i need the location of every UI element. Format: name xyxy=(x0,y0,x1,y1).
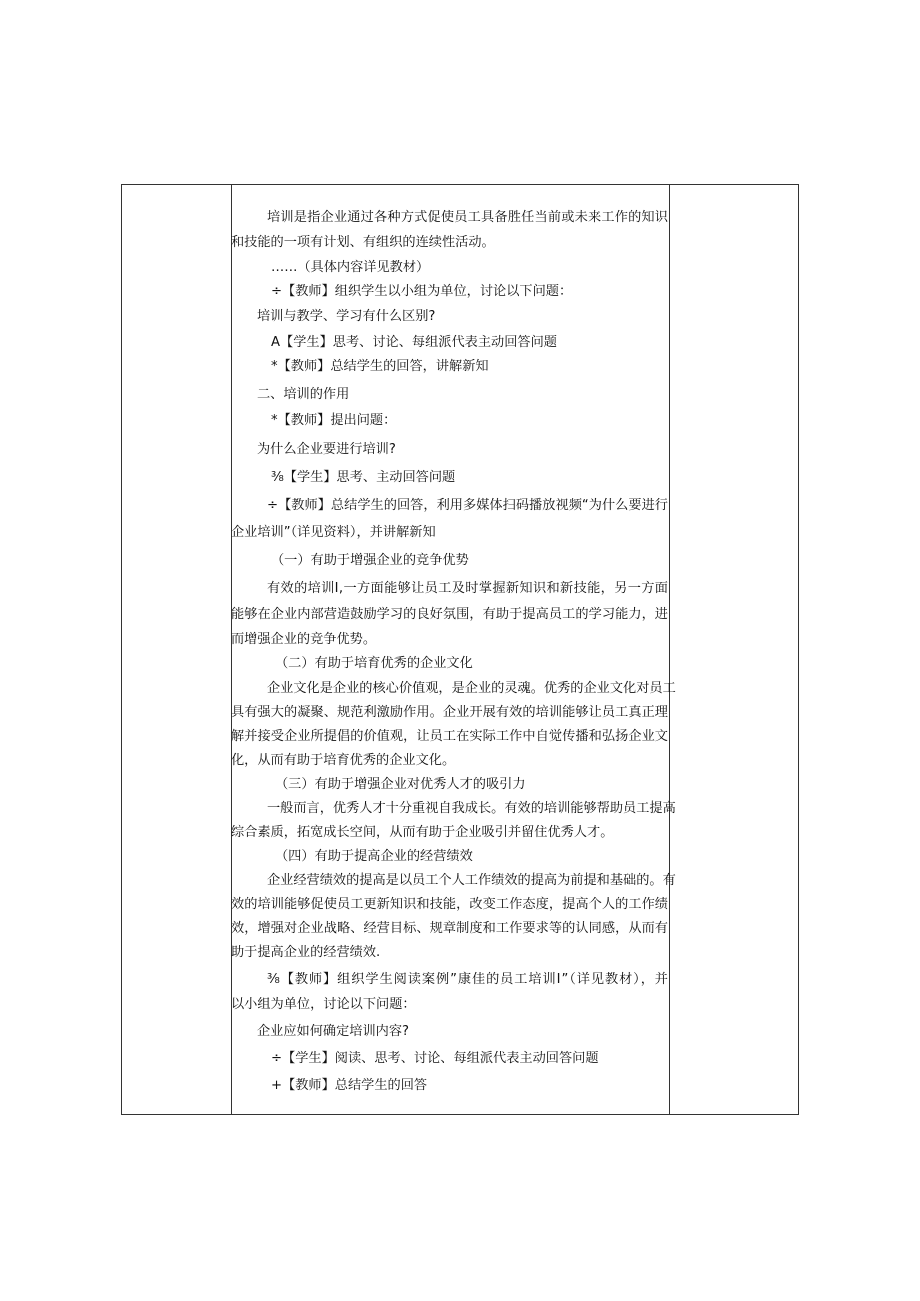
column-divider-right xyxy=(669,185,670,1114)
paragraph-line: A【学生】思考、讨论、每组派代表主动回答问题 xyxy=(271,335,557,350)
paragraph-line: 企业培训”（详见资料），并讲解新知 xyxy=(231,525,436,540)
paragraph-line: 为什么企业要进行培训? xyxy=(257,442,396,457)
paragraph-line: *【教师】总结学生的回答，讲解新知 xyxy=(271,359,489,374)
paragraph-line: ÷【教师】总结学生的回答，利用多媒体扫码播放视频“为什么要进行 xyxy=(267,498,668,513)
paragraph-line: *【教师】提出问题： xyxy=(271,413,397,428)
paragraph-line: 培训是指企业通过各种方式促使员工具备胜任当前或未来工作的知识 xyxy=(267,210,668,225)
subsection-heading: （三）有助于增强企业对优秀人才的吸引力 xyxy=(275,777,526,792)
paragraph-line: 而增强企业的竞争优势。 xyxy=(231,632,377,647)
paragraph-line: 助于提高企业的经营绩效. xyxy=(231,945,381,960)
paragraph-line: +【教师】总结学生的回答 xyxy=(271,1078,428,1093)
paragraph-line: 能够在企业内部营造鼓励学习的良好氛围，有助于提高员工的学习能力，进 xyxy=(231,607,668,622)
paragraph-line: 和技能的一项有计划、有组织的连续性活动。 xyxy=(231,235,495,250)
subsection-heading: （二）有助于培育优秀的企业文化 xyxy=(275,656,473,671)
paragraph-line: 以小组为单位，讨论以下问题： xyxy=(231,997,416,1012)
paragraph-line: ⅜【教师】组织学生阅读案例”康佳的员工培训Ⅰ”（详见教材），并 xyxy=(267,972,668,987)
paragraph-line: 企业应如何确定培训内容? xyxy=(257,1024,410,1039)
paragraph-line: 综合素质，拓宽成长空间，从而有助于企业吸引并留住优秀人才。 xyxy=(231,825,614,840)
paragraph-line: 解并接受企业所提倡的价值观，让员工在实际工作中自觉传播和弘扬企业文 xyxy=(231,729,668,744)
paragraph-line: 有效的培训Ⅰ,一方面能够让员工及时掌握新知识和新技能，另一方面 xyxy=(267,581,668,596)
paragraph-line: 培训与教学、学习有什么区别? xyxy=(257,309,436,324)
subsection-heading: （一）有助于增强企业的竞争优势 xyxy=(271,553,469,568)
paragraph-line: ⅜【学生】思考、主动回答问题 xyxy=(271,470,456,485)
subsection-heading: （四）有助于提高企业的经营绩效 xyxy=(275,849,473,864)
paragraph-line: ……（具体内容详见教材） xyxy=(271,260,430,275)
section-heading: 二、培训的作用 xyxy=(257,387,350,402)
paragraph-line: ÷【教师】组织学生以小组为单位，讨论以下问题： xyxy=(271,284,573,299)
paragraph-line: 企业经营绩效的提高是以员工个人工作绩效的提高为前提和基础的。有 xyxy=(267,873,676,888)
column-divider-left xyxy=(231,185,232,1114)
paragraph-line: 效，增强对企业战略、经营目标、规章制度和工作要求等的认同感，从而有 xyxy=(231,921,668,936)
paragraph-line: 效的培训能够促使员工更新知识和技能，改变工作态度，提高个人的工作绩 xyxy=(231,897,668,912)
paragraph-line: 具有强大的凝聚、规范利激励作用。企业开展有效的培训能够让员工真正理 xyxy=(231,705,668,720)
paragraph-line: 化，从而有助于培育优秀的企业文化。 xyxy=(231,753,456,768)
paragraph-line: 一般而言，优秀人才十分重视自我成长。有效的培训能够帮助员工提高 xyxy=(267,801,676,816)
paragraph-line: 企业文化是企业的核心价值观，是企业的灵魂。优秀的企业文化对员工 xyxy=(267,681,676,696)
paragraph-line: ÷【学生】阅读、思考、讨论、每组派代表主动回答问题 xyxy=(271,1051,599,1066)
